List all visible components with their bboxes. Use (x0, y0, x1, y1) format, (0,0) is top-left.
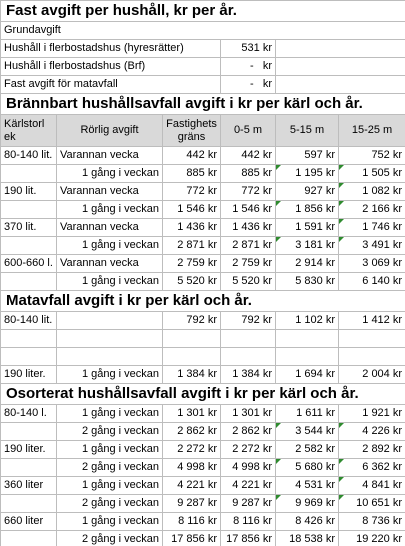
size-cell[interactable] (1, 495, 57, 513)
price-cell[interactable]: 1 082 kr (339, 183, 405, 201)
price-cell[interactable]: 2 004 kr (339, 366, 405, 384)
price-cell[interactable]: 3 544 kr (276, 423, 339, 441)
freq-cell[interactable]: 1 gång i veckan (57, 405, 163, 423)
empty-cell[interactable] (339, 348, 405, 366)
price-cell[interactable]: 1 301 kr (163, 405, 221, 423)
price-cell[interactable]: 8 116 kr (163, 513, 221, 531)
column-header-row (1, 115, 405, 147)
price-cell[interactable]: 1 505 kr (339, 165, 405, 183)
freq-cell[interactable]: 2 gång i veckan (57, 459, 163, 477)
size-cell[interactable]: 80-140 lit. (1, 312, 57, 330)
price-cell[interactable]: 10 651 kr (339, 495, 405, 513)
price-cell[interactable]: 6 140 kr (339, 273, 405, 291)
price-cell[interactable]: 1 102 kr (276, 312, 339, 330)
size-cell[interactable] (1, 273, 57, 291)
table-row (1, 219, 405, 237)
value-unit: kr (262, 60, 272, 72)
price-cell[interactable]: 442 kr (163, 147, 221, 165)
section3-title: Matavfall avgift i kr per kärl och år. (1, 291, 405, 312)
empty-cell[interactable] (276, 76, 405, 94)
empty-cell[interactable] (221, 330, 276, 348)
price-cell[interactable]: 2 914 kr (276, 255, 339, 273)
price-cell[interactable]: 5 520 kr (221, 273, 276, 291)
price-cell[interactable]: 885 kr (221, 165, 276, 183)
price-cell[interactable]: 4 998 kr (221, 459, 276, 477)
price-cell[interactable]: 4 221 kr (221, 477, 276, 495)
section1-subheading-row (1, 22, 405, 40)
price-cell[interactable]: 1 546 kr (163, 201, 221, 219)
table-row (1, 201, 405, 219)
size-cell[interactable]: 600-660 l. (1, 255, 57, 273)
freq-cell[interactable] (57, 312, 163, 330)
price-cell[interactable]: 2 166 kr (339, 201, 405, 219)
section3-title-row (1, 291, 405, 312)
size-cell[interactable] (1, 165, 57, 183)
price-cell[interactable]: 1 856 kr (276, 201, 339, 219)
size-cell[interactable]: 660 liter (1, 513, 57, 531)
size-cell[interactable] (1, 201, 57, 219)
price-cell[interactable]: 1 412 kr (339, 312, 405, 330)
price-cell[interactable]: 885 kr (163, 165, 221, 183)
price-cell[interactable]: 1 591 kr (276, 219, 339, 237)
price-cell[interactable]: 5 680 kr (276, 459, 339, 477)
price-cell[interactable]: 2 862 kr (163, 423, 221, 441)
row-label[interactable]: Fast avgift för matavfall (1, 76, 221, 94)
freq-cell[interactable]: Varannan vecka (57, 219, 163, 237)
price-cell[interactable]: 17 856 kr (221, 531, 276, 546)
empty-cell[interactable] (1, 330, 57, 348)
size-cell[interactable]: 190 liter. (1, 366, 57, 384)
price-cell[interactable]: 1 436 kr (163, 219, 221, 237)
price-cell[interactable]: 5 830 kr (276, 273, 339, 291)
section1-row (1, 40, 405, 58)
price-cell[interactable]: 1 921 kr (339, 405, 405, 423)
size-cell[interactable] (1, 237, 57, 255)
row-label[interactable]: Hushåll i flerbostadshus (hyresrätter) (1, 40, 221, 58)
price-cell[interactable]: 2 759 kr (163, 255, 221, 273)
table-row-empty (1, 330, 405, 348)
price-cell[interactable]: 792 kr (221, 312, 276, 330)
price-cell[interactable]: 792 kr (163, 312, 221, 330)
size-cell[interactable]: 360 liter (1, 477, 57, 495)
price-cell[interactable]: 927 kr (276, 183, 339, 201)
empty-cell[interactable] (276, 330, 339, 348)
table-row (1, 312, 405, 330)
section1-title: Fast avgift per hushåll, kr per år. (1, 1, 405, 22)
header-15-25m[interactable]: 15-25 m (339, 115, 405, 147)
header-5-15m[interactable]: 5-15 m (276, 115, 339, 147)
empty-cell[interactable] (57, 348, 163, 366)
size-cell[interactable]: 370 lit. (1, 219, 57, 237)
empty-cell[interactable] (339, 330, 405, 348)
table-row (1, 495, 405, 513)
price-cell[interactable]: 1 301 kr (221, 405, 276, 423)
freq-cell[interactable]: 1 gång i veckan (57, 201, 163, 219)
empty-cell[interactable] (163, 330, 221, 348)
price-cell[interactable]: 2 272 kr (221, 441, 276, 459)
size-cell[interactable]: 80-140 lit. (1, 147, 57, 165)
price-cell[interactable]: 4 221 kr (163, 477, 221, 495)
table-row (1, 531, 405, 546)
price-cell[interactable]: 19 220 kr (339, 531, 405, 546)
price-cell[interactable]: 9 969 kr (276, 495, 339, 513)
freq-cell[interactable]: 1 gång i veckan (57, 165, 163, 183)
price-cell[interactable]: 8 426 kr (276, 513, 339, 531)
table-row (1, 423, 405, 441)
freq-cell[interactable]: Varannan vecka (57, 183, 163, 201)
header-size[interactable]: Kärlstorl ek (1, 115, 57, 147)
price-cell[interactable]: 1 611 kr (276, 405, 339, 423)
price-cell[interactable]: 8 736 kr (339, 513, 405, 531)
price-cell[interactable]: 5 520 kr (163, 273, 221, 291)
header-fastighet[interactable]: Fastighets gräns (163, 115, 221, 147)
size-cell[interactable]: 190 lit. (1, 183, 57, 201)
price-cell[interactable]: 442 kr (221, 147, 276, 165)
price-cell[interactable]: 2 871 kr (163, 237, 221, 255)
section4-title: Osorterat hushållsavfall avgift i kr per kärl och år. (1, 384, 405, 405)
empty-cell[interactable] (163, 348, 221, 366)
table-row (1, 255, 405, 273)
freq-cell[interactable]: 1 gång i veckan (57, 366, 163, 384)
freq-cell[interactable]: Varannan vecka (57, 147, 163, 165)
row-label[interactable]: Hushåll i flerbostadshus (Brf) (1, 58, 221, 76)
empty-cell[interactable] (1, 348, 57, 366)
price-cell[interactable]: 2 582 kr (276, 441, 339, 459)
price-cell[interactable]: 1 546 kr (221, 201, 276, 219)
freq-cell[interactable]: 2 gång i veckan (57, 495, 163, 513)
price-cell[interactable]: 4 841 kr (339, 477, 405, 495)
section1-row (1, 58, 405, 76)
price-cell[interactable]: 17 856 kr (163, 531, 221, 546)
section1-subheading[interactable]: Grundavgift (1, 22, 405, 40)
row-value[interactable] (221, 58, 276, 76)
size-cell[interactable]: 80-140 l. (1, 405, 57, 423)
price-cell[interactable]: 9 287 kr (163, 495, 221, 513)
size-cell[interactable] (1, 459, 57, 477)
freq-cell[interactable]: 1 gång i veckan (57, 237, 163, 255)
empty-cell[interactable] (221, 348, 276, 366)
table-row (1, 441, 405, 459)
freq-cell[interactable]: 2 gång i veckan (57, 531, 163, 546)
header-fee[interactable]: Rörlig avgift (57, 115, 163, 147)
freq-cell[interactable]: 1 gång i veckan (57, 477, 163, 495)
price-cell[interactable]: 1 746 kr (339, 219, 405, 237)
section2-title: Brännbart hushållsavfall avgift i kr per kärl och år. (1, 94, 405, 115)
table-row (1, 366, 405, 384)
price-cell[interactable]: 4 226 kr (339, 423, 405, 441)
price-cell[interactable]: 4 998 kr (163, 459, 221, 477)
row-value[interactable] (221, 76, 276, 94)
price-cell[interactable]: 2 862 kr (221, 423, 276, 441)
value-dash: - (249, 60, 254, 72)
table-row (1, 477, 405, 495)
price-cell[interactable]: 752 kr (339, 147, 405, 165)
price-cell[interactable]: 6 362 kr (339, 459, 405, 477)
price-cell[interactable]: 1 694 kr (276, 366, 339, 384)
section1-title-row (1, 1, 405, 22)
empty-cell[interactable] (276, 40, 405, 58)
price-cell[interactable]: 8 116 kr (221, 513, 276, 531)
empty-cell[interactable] (276, 348, 339, 366)
price-cell[interactable]: 2 892 kr (339, 441, 405, 459)
price-cell[interactable]: 1 195 kr (276, 165, 339, 183)
freq-cell[interactable]: Varannan vecka (57, 255, 163, 273)
freq-cell[interactable]: 1 gång i veckan (57, 513, 163, 531)
freq-cell[interactable]: 2 gång i veckan (57, 423, 163, 441)
row-value[interactable]: 531 kr (221, 40, 276, 58)
table-row (1, 273, 405, 291)
value-unit: kr (262, 78, 272, 90)
size-cell[interactable] (1, 423, 57, 441)
price-cell[interactable]: 2 272 kr (163, 441, 221, 459)
empty-cell[interactable] (276, 58, 405, 76)
price-cell[interactable]: 4 531 kr (276, 477, 339, 495)
table-row (1, 147, 405, 165)
freq-cell[interactable]: 1 gång i veckan (57, 273, 163, 291)
price-cell[interactable]: 1 436 kr (221, 219, 276, 237)
price-cell[interactable]: 18 538 kr (276, 531, 339, 546)
price-cell[interactable]: 597 kr (276, 147, 339, 165)
price-cell[interactable]: 2 759 kr (221, 255, 276, 273)
table-row (1, 459, 405, 477)
table-row (1, 405, 405, 423)
table-row (1, 183, 405, 201)
freq-cell[interactable]: 1 gång i veckan (57, 441, 163, 459)
section2-title-row (1, 94, 405, 115)
price-cell[interactable]: 3 181 kr (276, 237, 339, 255)
header-0-5m[interactable]: 0-5 m (221, 115, 276, 147)
price-cell[interactable]: 772 kr (163, 183, 221, 201)
price-cell[interactable]: 772 kr (221, 183, 276, 201)
price-cell[interactable]: 9 287 kr (221, 495, 276, 513)
price-cell[interactable]: 3 491 kr (339, 237, 405, 255)
value-dash: - (249, 78, 254, 90)
price-cell[interactable]: 2 871 kr (221, 237, 276, 255)
price-cell[interactable]: 1 384 kr (163, 366, 221, 384)
table-row (1, 513, 405, 531)
table-row (1, 165, 405, 183)
section4-title-row (1, 384, 405, 405)
size-cell[interactable]: 190 liter. (1, 441, 57, 459)
table-row-empty (1, 348, 405, 366)
table-row (1, 237, 405, 255)
empty-cell[interactable] (57, 330, 163, 348)
price-cell[interactable]: 3 069 kr (339, 255, 405, 273)
price-cell[interactable]: 1 384 kr (221, 366, 276, 384)
size-cell[interactable] (1, 531, 57, 546)
section1-row (1, 76, 405, 94)
